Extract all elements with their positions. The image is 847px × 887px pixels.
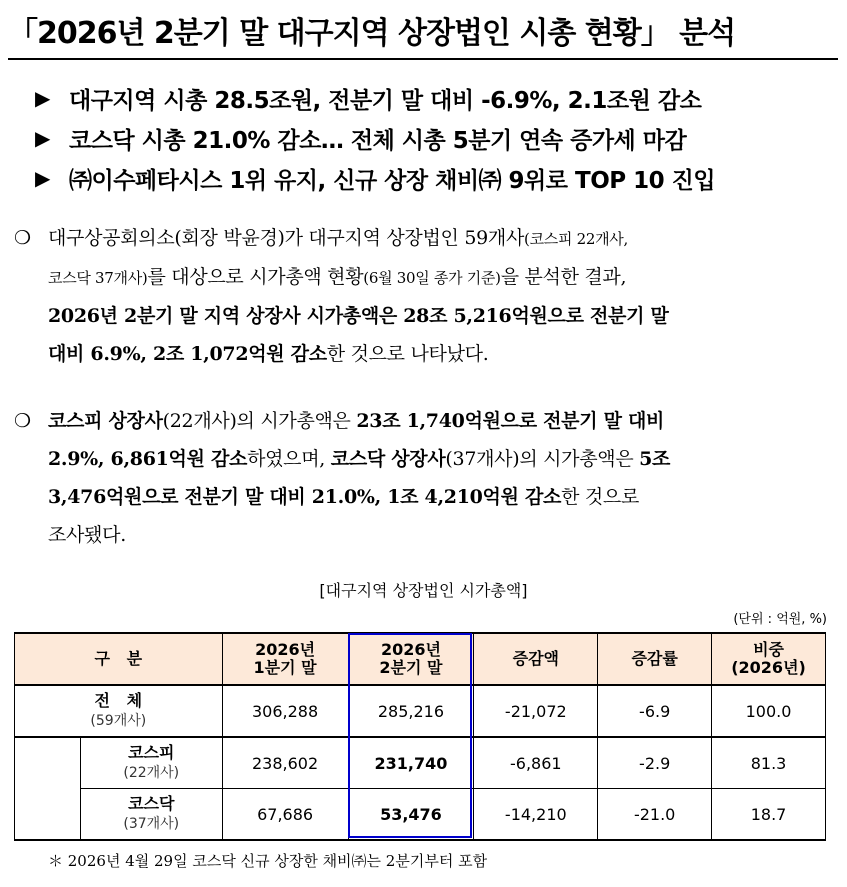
- paragraph-2: [14, 402, 826, 554]
- p2-bold-text: 코스닥 상장사: [330, 448, 446, 470]
- header-change: 증감액: [474, 633, 598, 685]
- header-q2: 2026년 2분기 말: [348, 633, 474, 685]
- triangle-bullet-icon: ▶: [35, 86, 50, 110]
- cell-share: 18.7: [712, 789, 826, 841]
- document-title: 「2026년 2분기 말 대구지역 상장법인 시총 현황」 분석: [8, 16, 736, 51]
- triangle-bullet-icon: ▶: [35, 166, 50, 190]
- cell-rate: -2.9: [598, 737, 712, 789]
- p2-bold-text: 2.9%, 6,861억원 감소: [48, 448, 248, 470]
- p1-bold-text: 대비 6.9%, 2조 1,072억원 감소: [48, 343, 327, 365]
- header-rate: 증감률: [598, 633, 712, 685]
- p1-text: 대구상공회의소(회장 박윤경)가 대구지역 상장법인 59개사: [48, 227, 525, 249]
- cell-change: -6,861: [474, 737, 598, 789]
- cell-share: 100.0: [712, 685, 826, 737]
- footnote: ＊ 2026년 4월 29일 코스닥 신규 상장한 채비㈜는 2분기부터 포함: [48, 852, 488, 870]
- title-underline: [8, 58, 838, 60]
- paragraph-1: [14, 219, 826, 373]
- cell-share: 81.3: [712, 737, 826, 789]
- p2-bold-text: 3,476억원으로 전분기 말 대비 21.0%, 1조 4,210억원 감소: [48, 486, 562, 508]
- cell-change: -14,210: [474, 789, 598, 841]
- p2-bold-text: 5조: [639, 448, 671, 470]
- indent-cell: [15, 737, 81, 840]
- market-cap-table: [14, 632, 826, 841]
- p1-bold-text: 2026년 2분기 말 지역 상장사 시가총액은 28조 5,216억원으로 전분기 말: [48, 305, 669, 327]
- p1-text: (6월 30일 종가 기준): [363, 269, 501, 287]
- p2-text: 한 것으로: [561, 486, 640, 508]
- highlight-text: ㈜이수페타시스 1위 유지, 신규 상장 채비㈜ 9위로 TOP 10 진입: [69, 167, 716, 194]
- header-category: 구 분: [15, 633, 223, 685]
- cell-q1: 238,602: [222, 737, 348, 789]
- table-row: [15, 789, 826, 841]
- circle-bullet-icon: ❍: [14, 227, 31, 249]
- highlight-item: [35, 78, 835, 118]
- p2-bold-text: 23조 1,740억원으로 전분기 말 대비: [356, 410, 665, 432]
- cell-q1: 306,288: [222, 685, 348, 737]
- cell-q1: 67,686: [222, 789, 348, 841]
- p2-bold-text: 코스피 상장사: [48, 410, 163, 432]
- p1-text: 한 것으로 나타났다.: [326, 343, 489, 365]
- p2-text: 조사됐다.: [48, 524, 126, 546]
- circle-bullet-icon: ❍: [14, 410, 31, 432]
- header-share: 비중 (2026년): [712, 633, 826, 685]
- p2-text: (22개사)의 시가총액은: [162, 410, 357, 432]
- p1-text: (코스피 22개사,: [524, 230, 628, 248]
- cell-rate: -6.9: [598, 685, 712, 737]
- highlight-item: [35, 118, 835, 158]
- cell-q2: 285,216: [348, 685, 474, 737]
- row-label: 코스피 (22개사): [80, 737, 222, 789]
- table-header-row: [15, 633, 826, 685]
- highlights-list: [35, 78, 835, 198]
- table-unit: (단위 : 억원, %): [733, 612, 827, 627]
- cell-q2: 231,740: [348, 737, 474, 789]
- triangle-bullet-icon: ▶: [35, 126, 50, 150]
- p2-text: (37개사)의 시가총액은: [445, 448, 640, 470]
- p1-text: 을 분석한 결과,: [500, 266, 627, 288]
- cell-q2: 53,476: [348, 789, 474, 841]
- p2-text: 하였으며,: [247, 448, 331, 470]
- p1-text: 를 대상으로 시가총액 현황: [147, 266, 364, 288]
- table-row: [15, 685, 826, 737]
- highlight-item: [35, 158, 835, 198]
- highlight-text: 대구지역 시총 28.5조원, 전분기 말 대비 -6.9%, 2.1조원 감소: [69, 87, 702, 114]
- row-label: 전 체 (59개사): [15, 685, 223, 737]
- table-row: [15, 737, 826, 789]
- row-label: 코스닥 (37개사): [80, 789, 222, 841]
- header-q1: 2026년 1분기 말: [222, 633, 348, 685]
- table-title: [대구지역 상장법인 시가총액]: [319, 581, 528, 600]
- highlight-text: 코스닥 시총 21.0% 감소… 전체 시총 5분기 연속 증가세 마감: [69, 127, 687, 154]
- cell-change: -21,072: [474, 685, 598, 737]
- p1-text: 코스닥 37개사): [48, 269, 148, 287]
- cell-rate: -21.0: [598, 789, 712, 841]
